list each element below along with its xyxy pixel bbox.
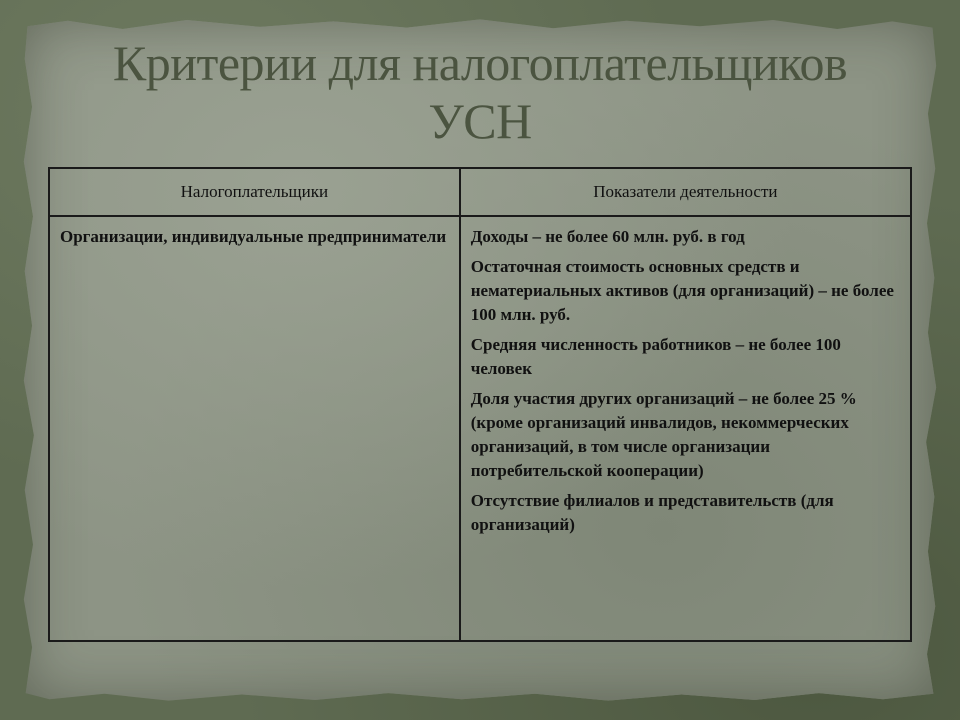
criterion-residual-value: Остаточная стоимость основных средств и нематериальных активов (для организаций) – не более 100 млн. руб. — [470, 257, 894, 324]
slide-title — [60, 34, 900, 150]
table-header-row — [49, 168, 911, 216]
criterion-no-branches: Отсутствие филиалов и представительств (для организаций) — [470, 491, 834, 534]
indicators-cell — [460, 216, 911, 641]
header-taxpayers: Налогоплательщики — [49, 168, 460, 216]
header-indicators: Показатели деятельности — [460, 168, 911, 216]
criterion-headcount: Средняя численность работников – не более 100 человек — [470, 335, 841, 378]
slide-title-line-2: УСН — [428, 93, 532, 149]
slide-title-line-1: Критерии для налогоплательщиков — [112, 35, 848, 91]
criterion-participation-share: Доля участия других организаций – не более 25 %(кроме организаций инвалидов, некоммерческих организаций, в том числе организации потребительской кооперации) — [470, 389, 857, 480]
criteria-table — [48, 167, 912, 642]
table-row — [49, 216, 911, 641]
criterion-income: Доходы – не более 60 млн. руб. в год — [470, 227, 745, 246]
taxpayers-cell: Организации, индивидуальные предприниматели — [49, 216, 460, 641]
